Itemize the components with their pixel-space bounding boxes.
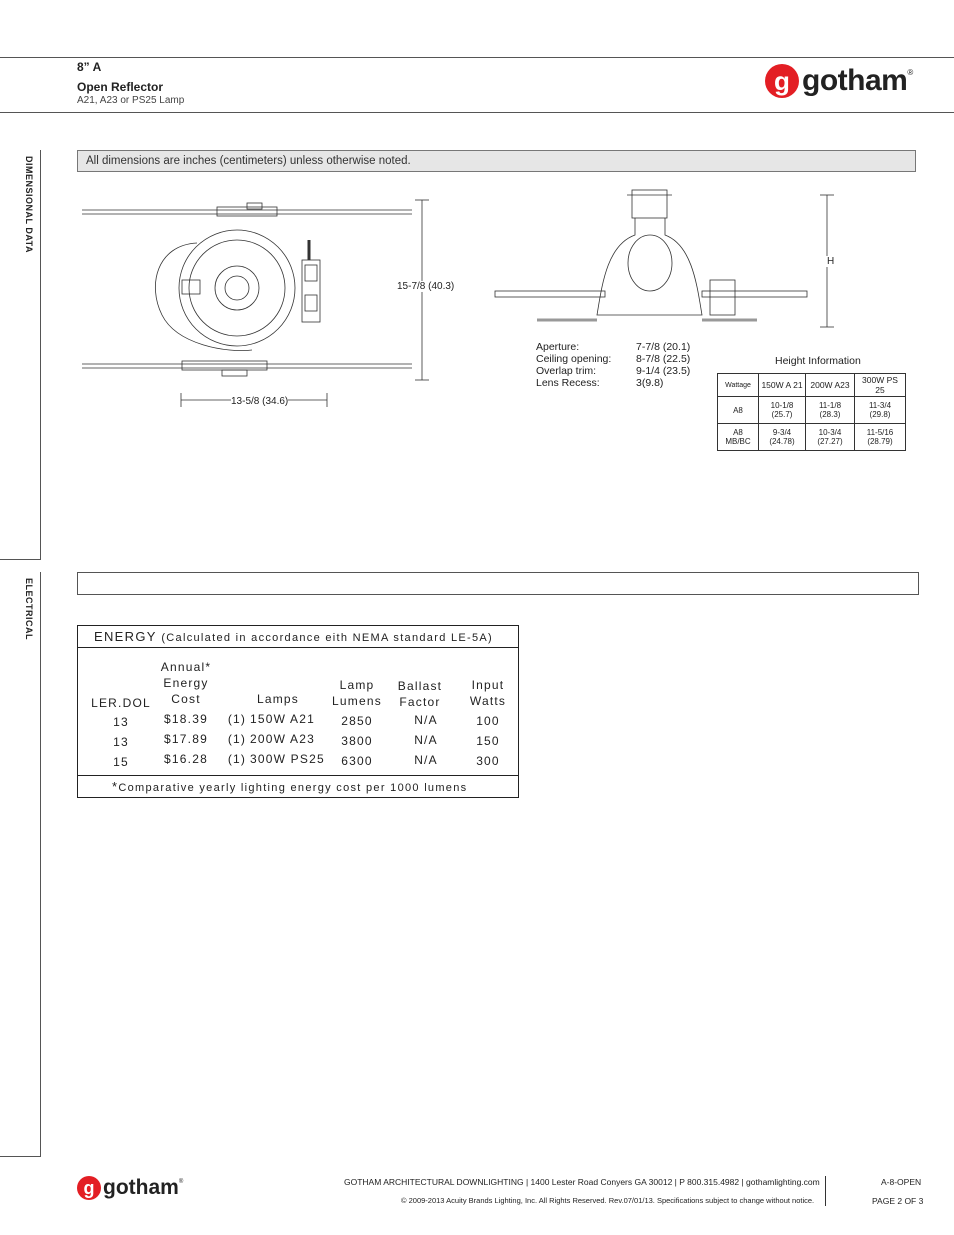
cell-metric: (24.78) (769, 437, 795, 446)
spec-label: Aperture: (536, 341, 580, 353)
ballast-value: N/A (414, 753, 438, 767)
brand-name: gotham (802, 64, 908, 97)
cell-value: 10-1/8 (770, 401, 794, 410)
dimension-note: All dimensions are inches (centimeters) unless otherwise noted. (77, 150, 916, 172)
watts-value: 300 (476, 754, 500, 768)
lamp-qty: (1) (227, 712, 247, 726)
energy-title-note: (Calculated in accordance eith NEMA standard LE-5A) (161, 632, 494, 644)
watts-value: 150 (476, 734, 500, 748)
product-title: 8” A (77, 60, 102, 74)
energy-title: ENERGY (94, 629, 157, 644)
side-divider-dimensional (40, 150, 41, 560)
lumens-value: 3800 (341, 734, 373, 748)
footer-code: A-8-OPEN (881, 1177, 922, 1187)
col-header-cost-line3: Cost (171, 692, 201, 706)
spec-row (536, 341, 690, 353)
col-header-cost-line2: Energy (163, 676, 209, 690)
footer-brand-name: gotham (103, 1176, 179, 1199)
spec-value: 7-7/8 (20.1) (636, 341, 691, 353)
energy-footnote (78, 775, 518, 797)
cell-value: 9-3/4 (772, 428, 792, 437)
cost-value: $16.28 (164, 752, 208, 766)
electrical-bar (77, 572, 919, 595)
cell-metric: (29.8) (869, 410, 891, 419)
spec-list (536, 341, 690, 389)
lamp-qty: (1) (227, 752, 247, 766)
table-cell (855, 424, 906, 451)
lamp-type: A21, A23 or PS25 Lamp (77, 95, 185, 106)
spec-label: Lens Recess: (536, 377, 600, 389)
ler-value: 13 (113, 735, 129, 749)
table-cell (759, 424, 806, 451)
ballast-value: N/A (414, 733, 438, 747)
cell-value: 11-1/8 (818, 401, 842, 410)
cost-value: $17.89 (164, 732, 208, 746)
width-dimension: 13-5/8 (34.6) (231, 396, 289, 407)
row-label-sub: MB/BC (725, 437, 751, 446)
side-divider-electrical (40, 572, 41, 1157)
cell-value: 10-3/4 (818, 428, 842, 437)
col-header-ballast-line2: Factor (399, 695, 441, 709)
footer-g-icon: g (77, 1176, 101, 1200)
side-view-drawing (487, 185, 847, 330)
col-header-ler: LER.DOL (91, 696, 151, 710)
lumens-value: 2850 (341, 714, 373, 728)
header-cell: Wattage (718, 374, 759, 397)
table-cell (759, 397, 806, 424)
table-row (718, 424, 906, 451)
table-cell (855, 397, 906, 424)
footnote-mark: * (112, 779, 119, 794)
brand-g-icon: g (765, 64, 799, 98)
energy-header (78, 626, 518, 648)
header-top-rule (0, 57, 954, 58)
table-cell (806, 397, 855, 424)
header-cell: 200W A23 (806, 374, 855, 397)
section-label-dimensional: DIMENSIONAL DATA (24, 156, 34, 253)
row-label-text: A8 (733, 405, 743, 415)
table-row (718, 397, 906, 424)
col-header-lamps: Lamps (256, 692, 300, 706)
lamp-value: 300W PS25 (250, 752, 325, 766)
footer-copyright: © 2009-2013 Acuity Brands Lighting, Inc. All Rights Reserved. Rev.07/01/13. Specifications subject to change without notice. (401, 1196, 815, 1205)
spec-row (536, 365, 690, 377)
cell-value: 11-3/4 (868, 401, 892, 410)
ler-value: 15 (113, 755, 129, 769)
product-subtitle: Open Reflector (77, 80, 164, 94)
spec-label: Ceiling opening: (536, 353, 612, 365)
row-label (718, 397, 759, 424)
lamp-value: 200W A23 (250, 732, 315, 746)
spec-label: Overlap trim: (536, 365, 597, 377)
footer-page: PAGE 2 OF 3 (872, 1196, 924, 1206)
brand-logo (765, 64, 913, 98)
section-label-electrical: ELECTRICAL (24, 578, 34, 640)
lumens-value: 6300 (341, 754, 373, 768)
row-label-text: A8 (733, 428, 743, 437)
lamp-value: 150W A21 (250, 712, 315, 726)
ler-value: 13 (113, 715, 129, 729)
height-table (717, 373, 906, 451)
col-header-lumens-line2: Lumens (332, 694, 382, 708)
spec-value: 8-7/8 (22.5) (636, 353, 691, 365)
col-header-watts-line1: Input (471, 678, 505, 692)
spec-row (536, 353, 690, 365)
side-rule-bottom (0, 1156, 41, 1157)
header-cell: 150W A 21 (759, 374, 806, 397)
height-table-title: Height Information (775, 355, 861, 367)
spec-value: 9-1/4 (23.5) (636, 365, 691, 377)
table-cell (806, 424, 855, 451)
height-dimension: 15-7/8 (40.3) (397, 281, 455, 292)
energy-table (77, 625, 519, 798)
footer-divider (825, 1176, 826, 1206)
spec-row (536, 377, 690, 389)
h-dimension-label: H (827, 256, 835, 267)
col-header-cost-line1: Annual* (160, 660, 212, 674)
cell-metric: (25.7) (771, 410, 793, 419)
cell-metric: (27.27) (817, 437, 843, 446)
cost-value: $18.39 (164, 712, 208, 726)
col-header-ballast-line1: Ballast (397, 679, 443, 693)
ballast-value: N/A (414, 713, 438, 727)
footer-brand-mark: ® (178, 1179, 184, 1185)
header-cell: 300W PS 25 (855, 374, 906, 397)
cell-metric: (28.79) (867, 437, 893, 446)
row-label (718, 424, 759, 451)
cell-metric: (28.3) (819, 410, 841, 419)
lamp-qty: (1) (227, 732, 247, 746)
footer-logo (77, 1176, 183, 1200)
height-table-header (718, 374, 906, 397)
brand-mark: ® (907, 68, 914, 77)
spec-value: 3(9.8) (636, 377, 664, 389)
cell-value: 11-5/16 (866, 428, 894, 437)
col-header-watts-line2: Watts (469, 694, 507, 708)
side-rule (0, 559, 41, 560)
col-header-lumens-line1: Lamp (339, 678, 375, 692)
header-bottom-rule (0, 112, 954, 113)
top-view-drawing (77, 185, 457, 410)
footnote-text: Comparative yearly lighting energy cost per 1000 lumens (118, 782, 468, 794)
watts-value: 100 (476, 714, 500, 728)
footer-address: GOTHAM ARCHITECTURAL DOWNLIGHTING | 1400 Lester Road Conyers GA 30012 | P 800.315.4982 | gothamlighting.com (344, 1177, 820, 1187)
